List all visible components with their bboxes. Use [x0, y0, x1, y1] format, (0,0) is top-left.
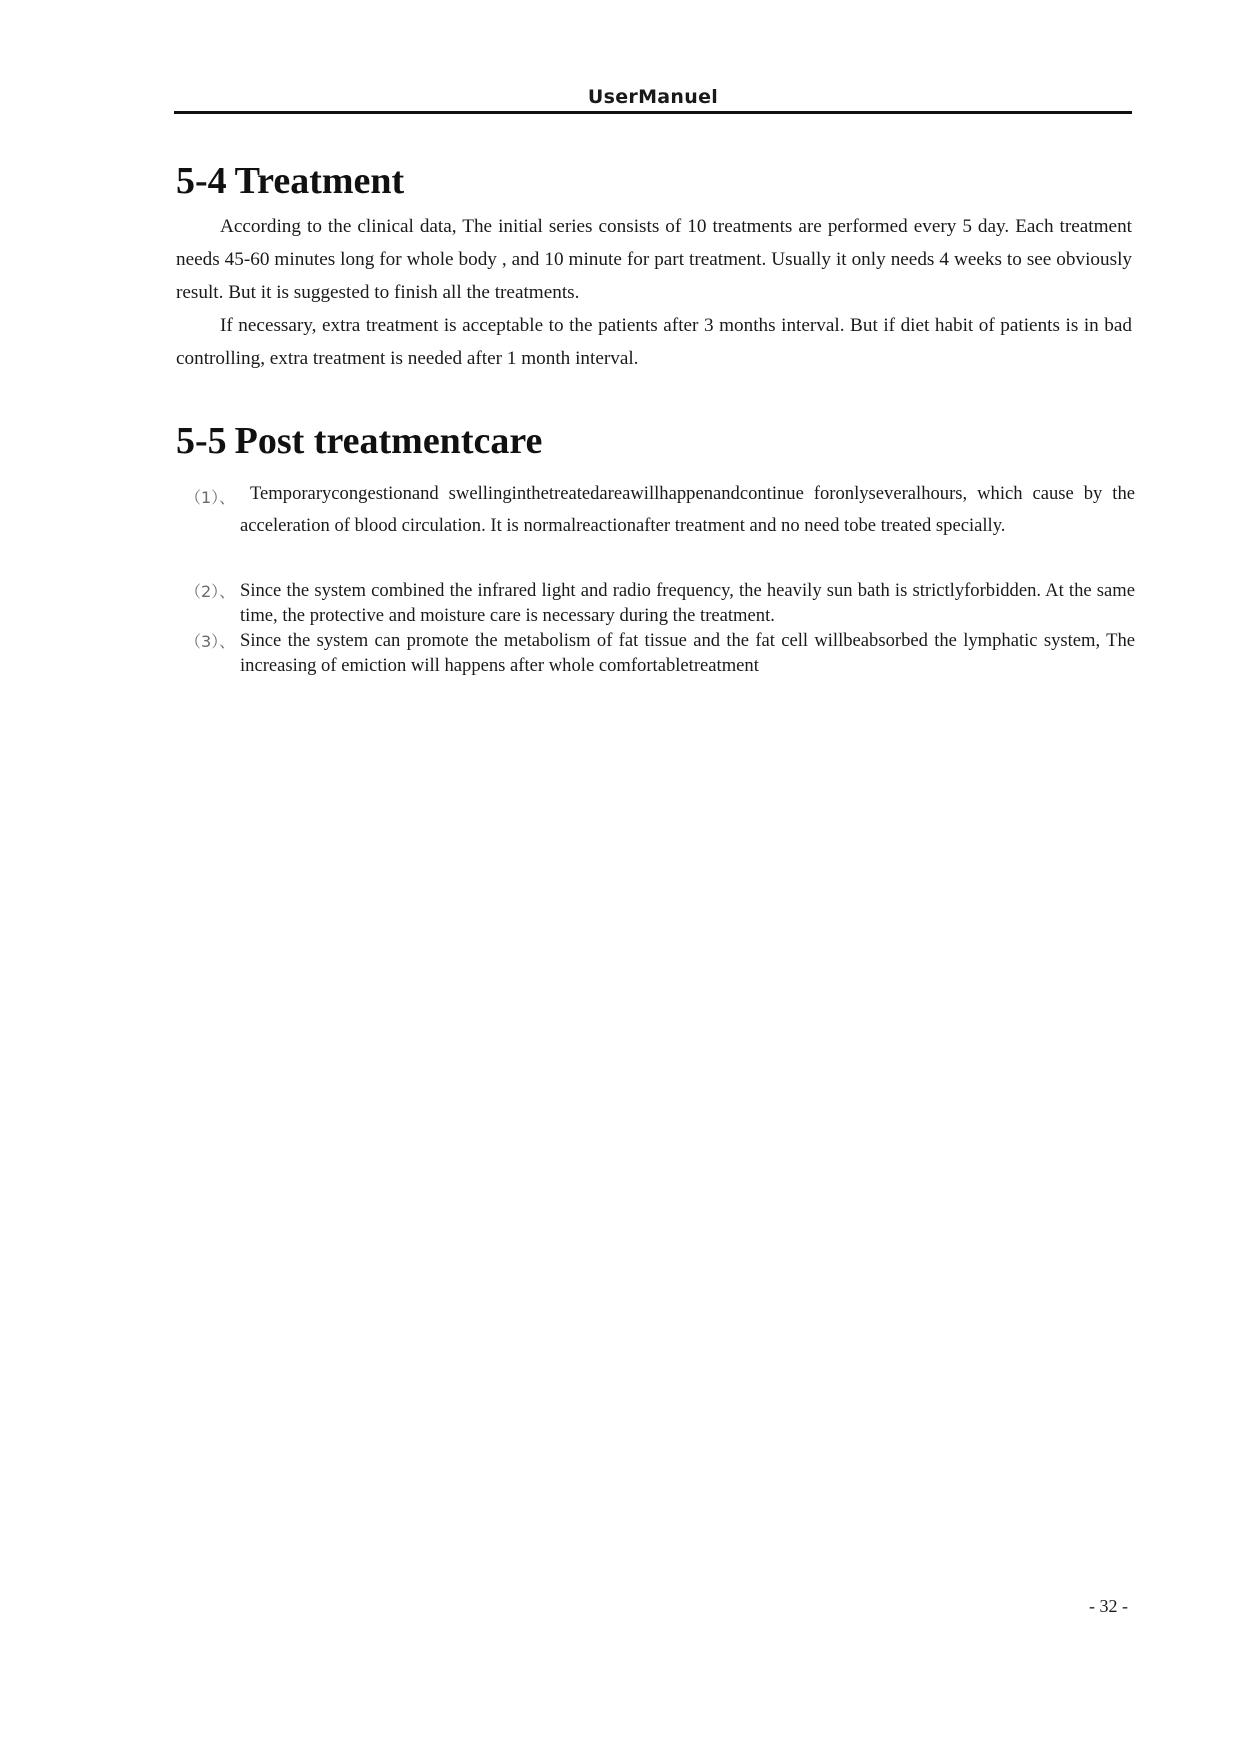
section-number: 5-5 — [176, 420, 227, 462]
list-item — [185, 478, 1135, 542]
section-heading-post-treatment-care — [176, 419, 542, 463]
page-number: - 32 - — [1089, 1596, 1128, 1616]
running-header-title: UserManuel — [587, 86, 719, 108]
header-divider — [174, 111, 1132, 114]
section-number: 5-4 — [176, 160, 227, 202]
paragraph: According to the clinical data, The initial series consists of 10 treatments are performed every 5 day. Each treatment needs 45-60 minutes long for whole body , and 10 minute for part treatment. Usually it only needs 4 weeks to see obviously result. But it is suggested to finish all the treatments. — [176, 216, 1132, 303]
section-title: Treatment — [234, 160, 405, 202]
list-item-text: Since the system combined the infrared light and radio frequency, the heavily sun bath is strictlyforbidden. At the same time, the protective and moisture care is necessary during the treatment. — [240, 580, 1135, 626]
list-item-text: Temporarycongestionand swellinginthetreatedareawillhappenandcontinue foronlyseveralhours, which cause by the acceleration of blood circulation. It is normalreactionafter treatment and no need tobe treated specially. — [240, 483, 1135, 536]
list-marker: （3）、 — [185, 632, 236, 651]
list-item — [185, 578, 1135, 628]
list-marker: （1）、 — [185, 488, 236, 507]
paragraph: If necessary, extra treatment is acceptable to the patients after 3 months interval. But if diet habit of patients is in bad controlling, extra treatment is needed after 1 month interval. — [176, 315, 1132, 369]
list-item-text: Since the system can promote the metabolism of fat tissue and the fat cell willbeabsorbed the lymphatic system, The increasing of emiction will happens after whole comfortabletreatment — [240, 630, 1135, 676]
list-marker: （2）、 — [185, 582, 236, 601]
section-title: Post treatmentcare — [234, 420, 543, 462]
treatment-body — [176, 210, 1132, 375]
list-item — [185, 628, 1135, 678]
section-heading-treatment — [176, 159, 404, 203]
